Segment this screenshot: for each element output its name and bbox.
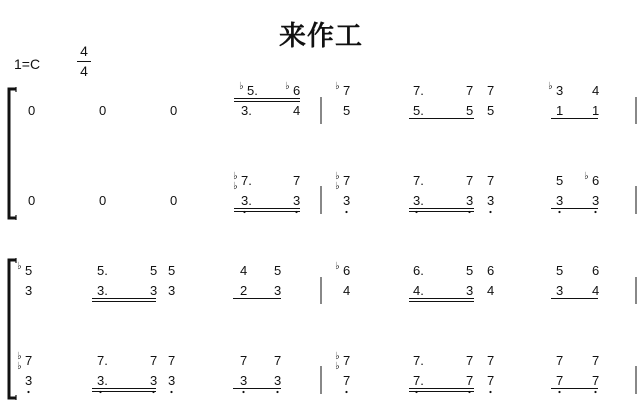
note: 3 [150,283,158,298]
note: 3 [592,193,600,208]
flat-sign: ♭ [239,81,244,92]
note: 7 [168,353,176,368]
note: 6 [592,173,600,188]
note: 7. [413,173,424,188]
note: 4 [592,83,600,98]
note: 4 [487,283,495,298]
note: 5 [150,263,158,278]
note: 6. [413,263,424,278]
note: 3 [343,193,351,208]
note: 7 [487,173,495,188]
note: 7 [343,353,351,368]
note: 5 [168,263,176,278]
flat-sign: ♭ [233,171,238,182]
lower-octave-dot [594,211,596,213]
note: 7 [343,173,351,188]
lower-octave-dot [242,391,244,393]
note: 6 [592,263,600,278]
note: 3. [97,283,108,298]
note: 4. [413,283,424,298]
flat-sign: ♭ [335,181,340,192]
system-bracket [9,260,16,398]
note: 5 [25,263,33,278]
note: 3. [241,193,252,208]
note: 7 [293,173,301,188]
flat-sign: ♭ [335,81,340,92]
note: 7 [466,373,474,388]
note: 3 [168,373,176,388]
note: 7 [592,353,600,368]
note: 5 [343,103,351,118]
note: 3. [97,373,108,388]
lower-octave-dot [170,391,172,393]
note: 5 [466,263,474,278]
flat-sign: ♭ [17,351,22,362]
lower-octave-dot [558,211,560,213]
note: 7. [97,353,108,368]
note: 0 [28,193,36,208]
note: 7 [25,353,33,368]
note: 5 [556,263,564,278]
lower-octave-dot [558,391,560,393]
flat-sign: ♭ [17,361,22,372]
note: 3 [25,283,33,298]
flat-sign: ♭ [233,181,238,192]
system-bracket [9,89,16,218]
note: 7 [466,173,474,188]
note: 3 [150,373,158,388]
note: 7. [241,173,252,188]
note: 0 [99,103,107,118]
score-title: 来作工 [279,21,363,52]
flat-sign: ♭ [285,81,290,92]
note: 7 [240,353,248,368]
time-signature-top: 4 [80,43,88,59]
note: 7 [466,353,474,368]
flat-sign: ♭ [17,261,22,272]
note: 5 [466,103,474,118]
note: 3 [466,283,474,298]
note: 7 [487,373,495,388]
lower-octave-dot [345,211,347,213]
note: 6 [487,263,495,278]
note: 7 [150,353,158,368]
note: 7 [274,353,282,368]
note: 7. [413,373,424,388]
note: 1 [592,103,600,118]
note: 3 [556,193,564,208]
note: 3 [168,283,176,298]
note: 1 [556,103,564,118]
lower-octave-dot [27,391,29,393]
note: 0 [170,193,178,208]
note: 5 [274,263,282,278]
flat-sign: ♭ [335,261,340,272]
note: 3 [487,193,495,208]
lower-octave-dot [489,211,491,213]
lower-octave-dot [489,391,491,393]
note: 7 [487,83,495,98]
note: 0 [170,103,178,118]
note: 3 [466,193,474,208]
flat-sign: ♭ [335,171,340,182]
note: 4 [592,283,600,298]
note: 3. [413,193,424,208]
note: 5. [97,263,108,278]
key-signature: 1=C [14,56,41,72]
note: 7 [343,83,351,98]
note: 5. [247,83,258,98]
note: 3 [556,83,564,98]
time-signature-bottom: 4 [80,63,88,79]
note: 7. [413,83,424,98]
flat-sign: ♭ [548,81,553,92]
lower-octave-dot [276,391,278,393]
note: 5 [556,173,564,188]
note: 5. [413,103,424,118]
lower-octave-dot [345,391,347,393]
note: 3 [293,193,301,208]
note: 2 [240,283,248,298]
note: 3 [274,373,282,388]
note: 6 [293,83,301,98]
note: 6 [343,263,351,278]
note: 4 [240,263,248,278]
note: 0 [28,103,36,118]
note: 3 [556,283,564,298]
note: 7 [592,373,600,388]
note: 7 [556,373,564,388]
flat-sign: ♭ [335,361,340,372]
note: 4 [293,103,301,118]
note: 4 [343,283,351,298]
note: 7 [487,353,495,368]
flat-sign: ♭ [335,351,340,362]
note: 7 [466,83,474,98]
lower-octave-dot [594,391,596,393]
note: 0 [99,193,107,208]
note: 3 [240,373,248,388]
note: 7 [556,353,564,368]
note: 3. [241,103,252,118]
note: 5 [487,103,495,118]
note: 3 [25,373,33,388]
note: 7 [343,373,351,388]
note: 3 [274,283,282,298]
flat-sign: ♭ [584,171,589,182]
note: 7. [413,353,424,368]
